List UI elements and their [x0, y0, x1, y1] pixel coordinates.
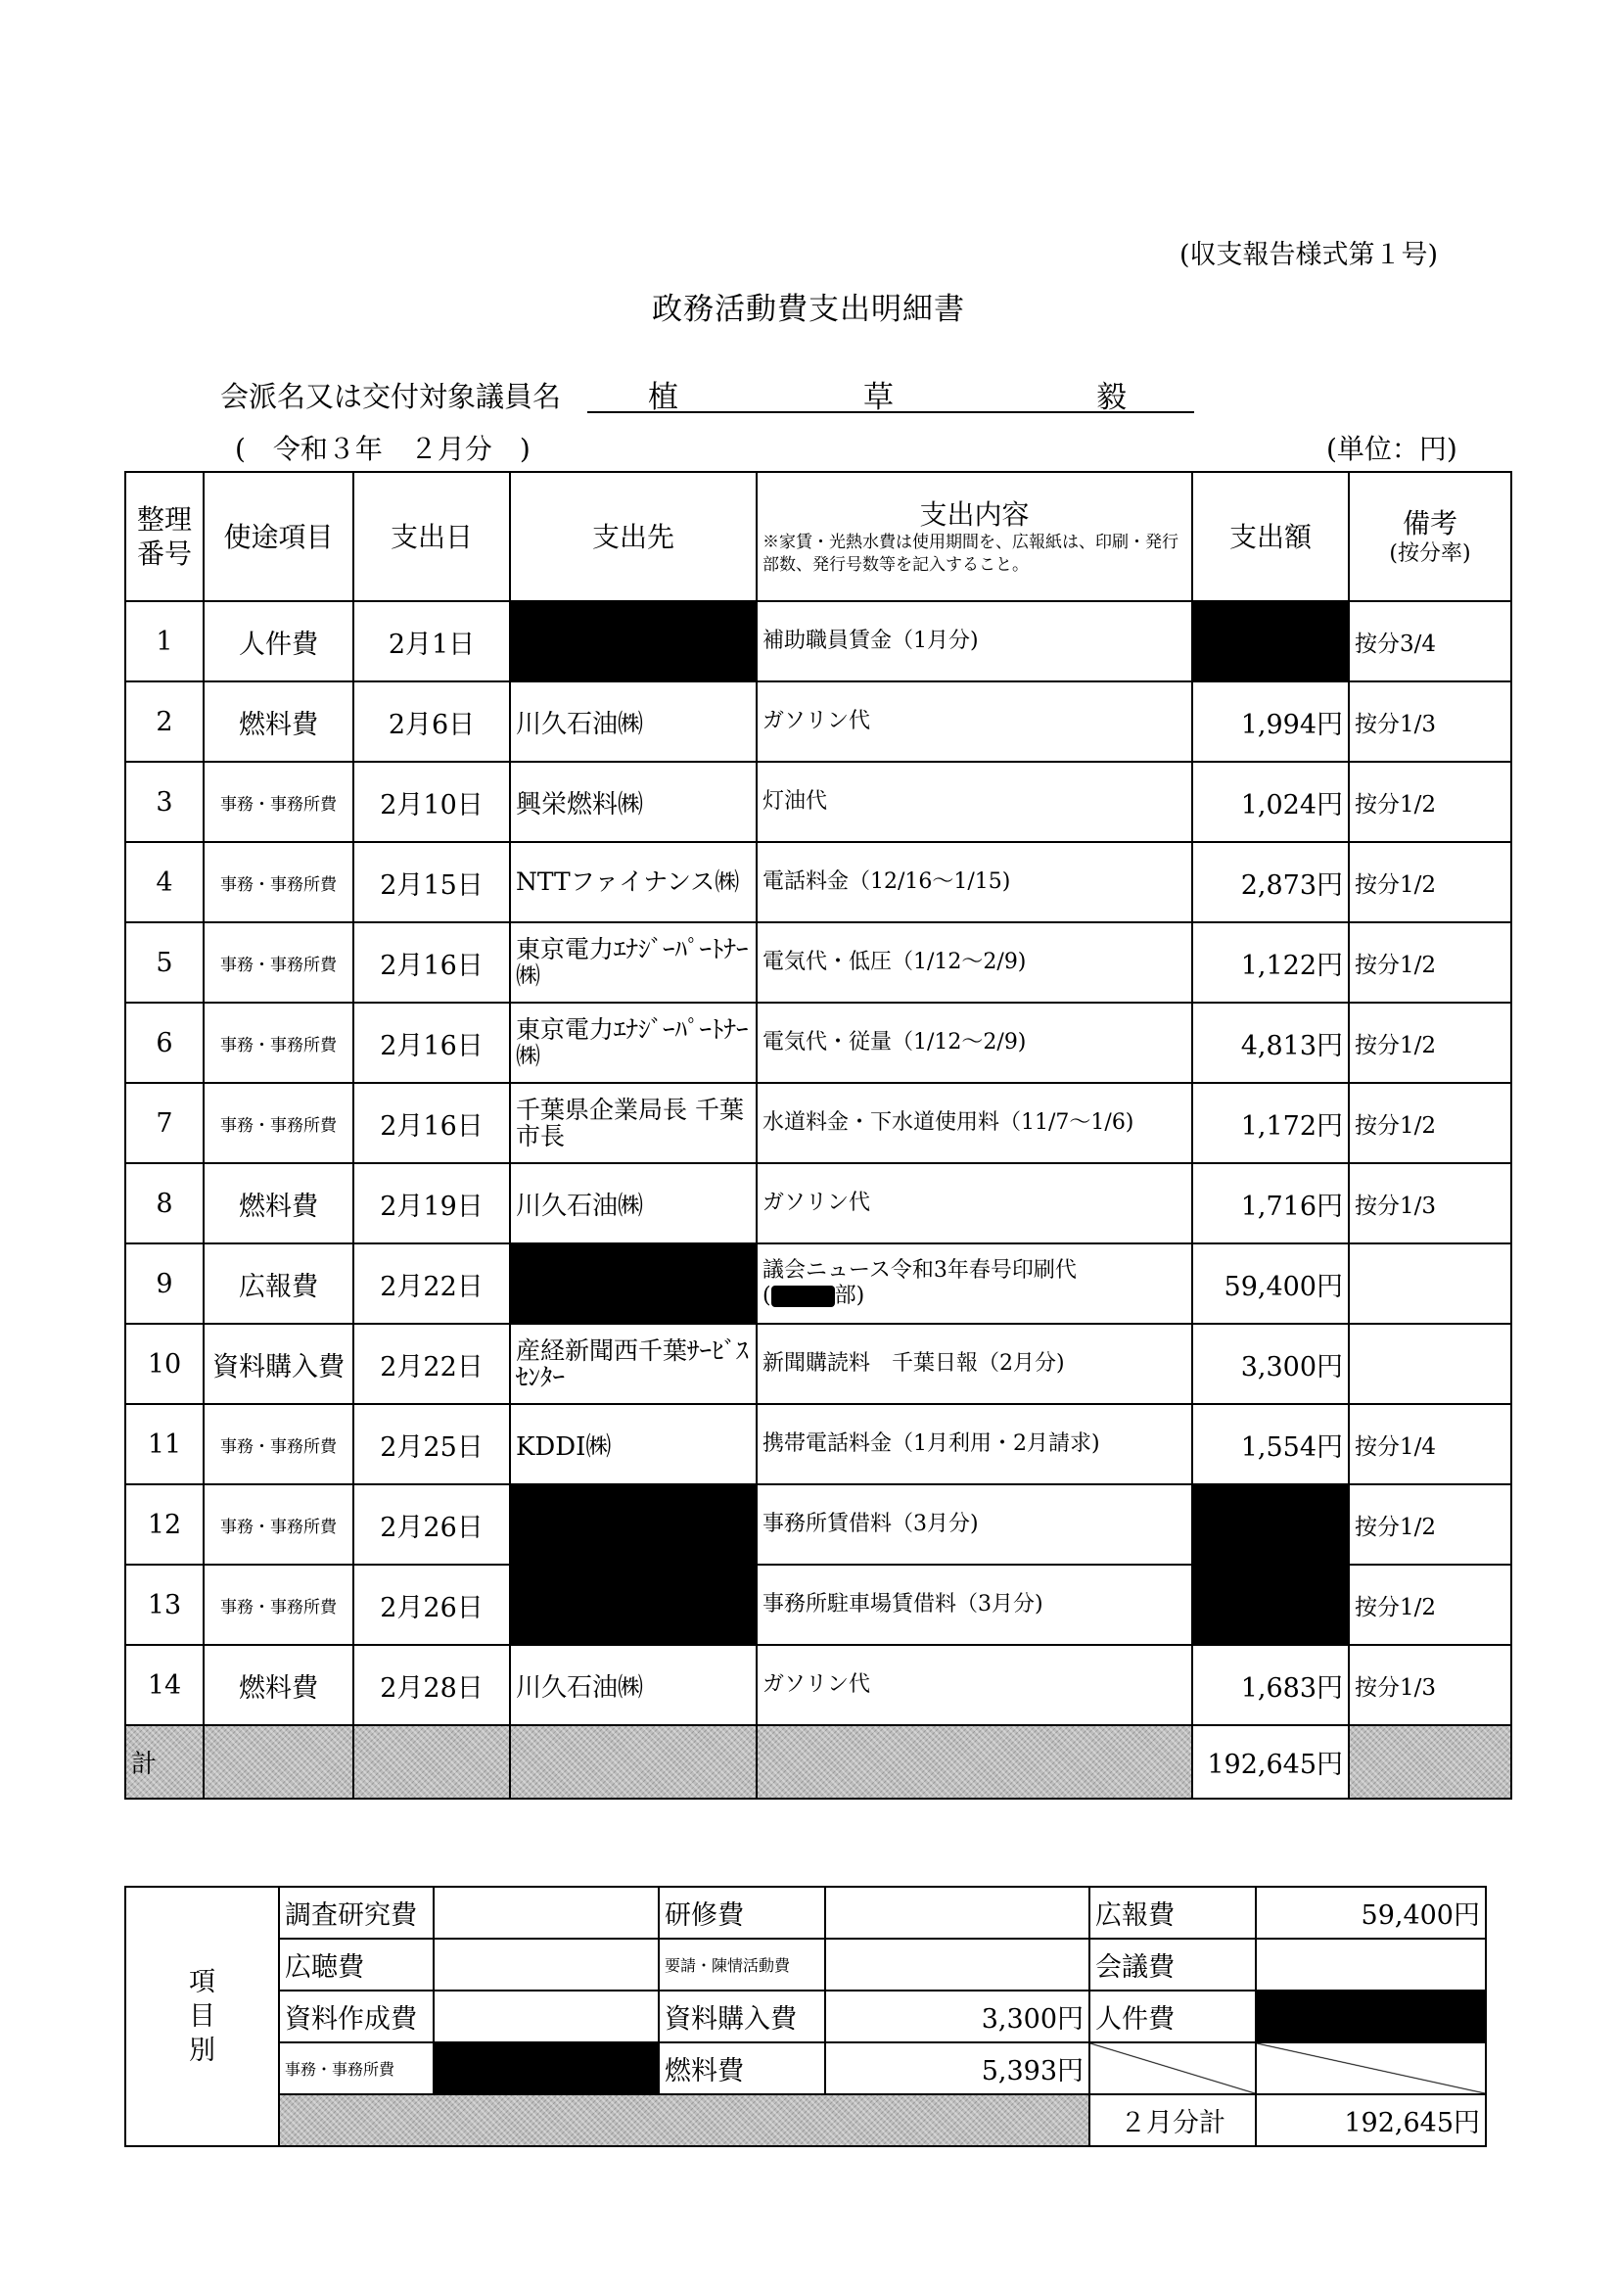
- header-amount: 支出額: [1192, 472, 1349, 601]
- row-content-text: ガソリン代: [762, 1671, 871, 1697]
- row-no: 1: [125, 601, 204, 681]
- row-category: 燃料費: [204, 1163, 353, 1243]
- row-amount: 1,994円: [1192, 681, 1349, 762]
- table-row: [125, 1484, 1511, 1565]
- unit-label: (単位：円): [1326, 433, 1457, 465]
- summary-personnel-value-redacted: [1256, 1991, 1486, 2042]
- summary-meeting-value: [1256, 1939, 1486, 1991]
- total-row: [125, 1725, 1511, 1799]
- form-label: (収支報告様式第１号): [1179, 240, 1439, 270]
- row-date: 2月22日: [353, 1324, 510, 1404]
- row-amount-redacted: [1192, 601, 1349, 681]
- table-row: [125, 842, 1511, 922]
- row-remarks: 按分1/2: [1349, 1484, 1511, 1565]
- row-amount-redacted: [1192, 1484, 1349, 1565]
- header-content-note: ※家賃・光熱水費は使用期間を、広報紙は、印刷・発行部数、発行号数等を記入すること。: [762, 533, 1178, 575]
- summary-doc-making-label: 資料作成費: [279, 1991, 434, 2042]
- row-payee-redacted: [510, 1484, 757, 1565]
- summary-training-value: [825, 1887, 1089, 1939]
- table-row: [125, 762, 1511, 842]
- member-name: [587, 372, 1194, 413]
- summary-training-label: 研修費: [659, 1887, 825, 1939]
- row-remarks: 按分1/2: [1349, 1083, 1511, 1163]
- row-no: 3: [125, 762, 204, 842]
- summary-fuel-value: 5,393円: [825, 2042, 1089, 2094]
- row-amount: 1,683円: [1192, 1645, 1349, 1725]
- row-remarks: 按分1/2: [1349, 1565, 1511, 1645]
- summary-research-label: 調査研究費: [279, 1887, 434, 1939]
- row-remarks: 按分1/2: [1349, 1003, 1511, 1083]
- summary-pr-label: 広報費: [1089, 1887, 1256, 1939]
- table-row: [125, 922, 1511, 1003]
- header-remarks-sub: (按分率): [1389, 540, 1471, 566]
- row-date: 2月25日: [353, 1404, 510, 1484]
- row-content-text: 事務所駐車場賃借料（3月分): [762, 1591, 1043, 1617]
- row-no: 8: [125, 1163, 204, 1243]
- row-date: 2月16日: [353, 1083, 510, 1163]
- row-amount: 4,813円: [1192, 1003, 1349, 1083]
- row-category: 人件費: [204, 601, 353, 681]
- expense-table: [124, 471, 1512, 1800]
- row-date: 2月6日: [353, 681, 510, 762]
- row-content-text: 電気代・従量（1/12～2/9): [762, 1029, 1027, 1054]
- row-content: [757, 1404, 1192, 1484]
- row-content-text: ガソリン代: [762, 1190, 871, 1215]
- summary-side-label: 項 目 別: [125, 1887, 279, 2146]
- row-no: 6: [125, 1003, 204, 1083]
- row-remarks: 按分1/2: [1349, 762, 1511, 842]
- row-content: [757, 842, 1192, 922]
- row-category: 燃料費: [204, 1645, 353, 1725]
- header-date: 支出日: [353, 472, 510, 601]
- row-amount: 3,300円: [1192, 1324, 1349, 1404]
- member-name-part: 植: [648, 380, 678, 415]
- table-row: [125, 1565, 1511, 1645]
- member-name-part: 毅: [1096, 380, 1127, 415]
- row-content-text: 水道料金・下水道使用料（11/7～1/6): [762, 1109, 1134, 1135]
- row-category: 事務・事務所費: [204, 1484, 353, 1565]
- row-category: 事務・事務所費: [204, 762, 353, 842]
- row-content: [757, 601, 1192, 681]
- row-payee: NTTファイナンス㈱: [510, 842, 757, 922]
- summary-doc-purchase-label: 資料購入費: [659, 1991, 825, 2042]
- row-content-text: 新聞購読料 千葉日報（2月分): [762, 1350, 1065, 1376]
- row-content: [757, 1243, 1192, 1324]
- summary-month-total-value: 192,645円: [1256, 2094, 1486, 2146]
- row-payee: 東京電力ｴﾅｼﾞｰﾊﾟｰﾄﾅｰ㈱: [510, 1003, 757, 1083]
- total-shade: [204, 1725, 353, 1799]
- row-date: 2月15日: [353, 842, 510, 922]
- summary-pr-value: 59,400円: [1256, 1887, 1486, 1939]
- summary-hearing-label: 広聴費: [279, 1939, 434, 1991]
- row-category: 事務・事務所費: [204, 1083, 353, 1163]
- row-amount: 2,873円: [1192, 842, 1349, 922]
- row-amount: 1,024円: [1192, 762, 1349, 842]
- row-content: [757, 1565, 1192, 1645]
- row-category: 広報費: [204, 1243, 353, 1324]
- row-remarks: 按分1/4: [1349, 1404, 1511, 1484]
- summary-personnel-label: 人件費: [1089, 1991, 1256, 2042]
- row-remarks: 按分1/3: [1349, 681, 1511, 762]
- row-no: 2: [125, 681, 204, 762]
- row-amount: 1,172円: [1192, 1083, 1349, 1163]
- row-no: 12: [125, 1484, 204, 1565]
- row-content: [757, 681, 1192, 762]
- row-payee: 東京電力ｴﾅｼﾞｰﾊﾟｰﾄﾅｰ㈱: [510, 922, 757, 1003]
- total-label: 計: [125, 1725, 204, 1799]
- row-content: [757, 1163, 1192, 1243]
- row-no: 14: [125, 1645, 204, 1725]
- row-content: [757, 1083, 1192, 1163]
- summary-empty-diagonal: [1256, 2042, 1486, 2094]
- total-amount: 192,645円: [1192, 1725, 1349, 1799]
- row-content: [757, 1324, 1192, 1404]
- row-date: 2月22日: [353, 1243, 510, 1324]
- row-remarks: [1349, 1243, 1511, 1324]
- row-content-paren: (: [762, 1284, 771, 1308]
- header-remarks: [1349, 472, 1511, 601]
- report-period: ( 令和３年 ２月分 ): [235, 433, 531, 465]
- row-payee: 千葉県企業局長 千葉市長: [510, 1083, 757, 1163]
- row-amount-redacted: [1192, 1565, 1349, 1645]
- table-row: [125, 1324, 1511, 1404]
- row-category: 資料購入費: [204, 1324, 353, 1404]
- row-date: 2月16日: [353, 922, 510, 1003]
- row-category: 事務・事務所費: [204, 1404, 353, 1484]
- row-category: 事務・事務所費: [204, 922, 353, 1003]
- summary-doc-making-value: [434, 1991, 659, 2042]
- category-summary-table: [124, 1886, 1487, 2147]
- summary-empty-diagonal: [1089, 2042, 1256, 2094]
- row-content-redacted: [771, 1286, 835, 1307]
- row-category: 事務・事務所費: [204, 1565, 353, 1645]
- document-title: 政務活動費支出明細書: [652, 292, 965, 327]
- row-amount: 1,122円: [1192, 922, 1349, 1003]
- summary-shaded-cell: [279, 2094, 1089, 2146]
- header-payee: 支出先: [510, 472, 757, 601]
- row-no: 11: [125, 1404, 204, 1484]
- summary-research-value: [434, 1887, 659, 1939]
- table-row: [125, 681, 1511, 762]
- row-category: 燃料費: [204, 681, 353, 762]
- row-payee-redacted: [510, 601, 757, 681]
- row-date: 2月16日: [353, 1003, 510, 1083]
- row-date: 2月28日: [353, 1645, 510, 1725]
- header-remarks-title: 備考: [1402, 506, 1457, 539]
- total-shade: [1349, 1725, 1511, 1799]
- row-date: 2月1日: [353, 601, 510, 681]
- row-no: 13: [125, 1565, 204, 1645]
- summary-fuel-label: 燃料費: [659, 2042, 825, 2094]
- header-category: 使途項目: [204, 472, 353, 601]
- row-content-suffix: 部): [834, 1284, 865, 1308]
- row-content-text: 灯油代: [762, 788, 828, 814]
- row-no: 7: [125, 1083, 204, 1163]
- summary-doc-purchase-value: 3,300円: [825, 1991, 1089, 2042]
- row-category: 事務・事務所費: [204, 1003, 353, 1083]
- header-content-title: 支出内容: [919, 498, 1030, 532]
- row-no: 5: [125, 922, 204, 1003]
- table-row: [125, 1163, 1511, 1243]
- total-shade: [510, 1725, 757, 1799]
- table-row: [125, 601, 1511, 681]
- row-content: [757, 1003, 1192, 1083]
- row-remarks: 按分1/3: [1349, 1645, 1511, 1725]
- row-no: 4: [125, 842, 204, 922]
- row-remarks: 按分1/2: [1349, 842, 1511, 922]
- summary-petition-label: 要請・陳情活動費: [659, 1939, 825, 1991]
- row-payee: 川久石油㈱: [510, 1163, 757, 1243]
- row-payee: KDDI㈱: [510, 1404, 757, 1484]
- row-content-text: 携帯電話料金（1月利用・2月請求): [762, 1430, 1100, 1456]
- row-content: [757, 1484, 1192, 1565]
- row-amount: 59,400円: [1192, 1243, 1349, 1324]
- row-category: 事務・事務所費: [204, 842, 353, 922]
- member-name-part: 草: [863, 380, 894, 415]
- table-header-row: [125, 472, 1511, 601]
- summary-hearing-value: [434, 1939, 659, 1991]
- row-payee: 川久石油㈱: [510, 1645, 757, 1725]
- row-content: [757, 922, 1192, 1003]
- summary-office-value-redacted: [434, 2042, 659, 2094]
- table-row: [125, 1645, 1511, 1725]
- row-no: 9: [125, 1243, 204, 1324]
- row-content-text: 補助職員賃金（1月分): [762, 628, 979, 653]
- row-remarks: 按分1/2: [1349, 922, 1511, 1003]
- row-content-text: 議会ニュース令和3年春号印刷代: [762, 1257, 1077, 1283]
- row-content-text: 電話料金（12/16～1/15): [762, 868, 1011, 894]
- summary-office-label: 事務・事務所費: [279, 2042, 434, 2094]
- row-no: 10: [125, 1324, 204, 1404]
- row-payee: 川久石油㈱: [510, 681, 757, 762]
- table-row: [125, 1083, 1511, 1163]
- row-date: 2月19日: [353, 1163, 510, 1243]
- row-remarks: 按分3/4: [1349, 601, 1511, 681]
- row-payee: 産経新聞西千葉ｻｰﾋﾞｽｾﾝﾀｰ: [510, 1324, 757, 1404]
- row-payee-redacted: [510, 1243, 757, 1324]
- row-date: 2月10日: [353, 762, 510, 842]
- row-remarks: [1349, 1324, 1511, 1404]
- row-content-text: 事務所賃借料（3月分): [762, 1511, 979, 1536]
- row-content: [757, 1645, 1192, 1725]
- header-content: [757, 472, 1192, 601]
- summary-meeting-label: 会議費: [1089, 1939, 1256, 1991]
- total-shade: [757, 1725, 1192, 1799]
- row-amount: 1,716円: [1192, 1163, 1349, 1243]
- summary-month-total-label: ２月分計: [1089, 2094, 1256, 2146]
- row-remarks: 按分1/3: [1349, 1163, 1511, 1243]
- row-content: [757, 762, 1192, 842]
- header-no: 整理番号: [125, 472, 204, 601]
- table-row: [125, 1404, 1511, 1484]
- row-content-text: ガソリン代: [762, 708, 871, 733]
- table-row: [125, 1003, 1511, 1083]
- row-payee: 興栄燃料㈱: [510, 762, 757, 842]
- table-row: [125, 1243, 1511, 1324]
- total-shade: [353, 1725, 510, 1799]
- row-content-text: 電気代・低圧（1/12～2/9): [762, 949, 1027, 974]
- row-date: 2月26日: [353, 1484, 510, 1565]
- row-payee-redacted: [510, 1565, 757, 1645]
- member-label: 会派名又は交付対象議員名: [220, 380, 562, 413]
- row-amount: 1,554円: [1192, 1404, 1349, 1484]
- summary-petition-value: [825, 1939, 1089, 1991]
- row-date: 2月26日: [353, 1565, 510, 1645]
